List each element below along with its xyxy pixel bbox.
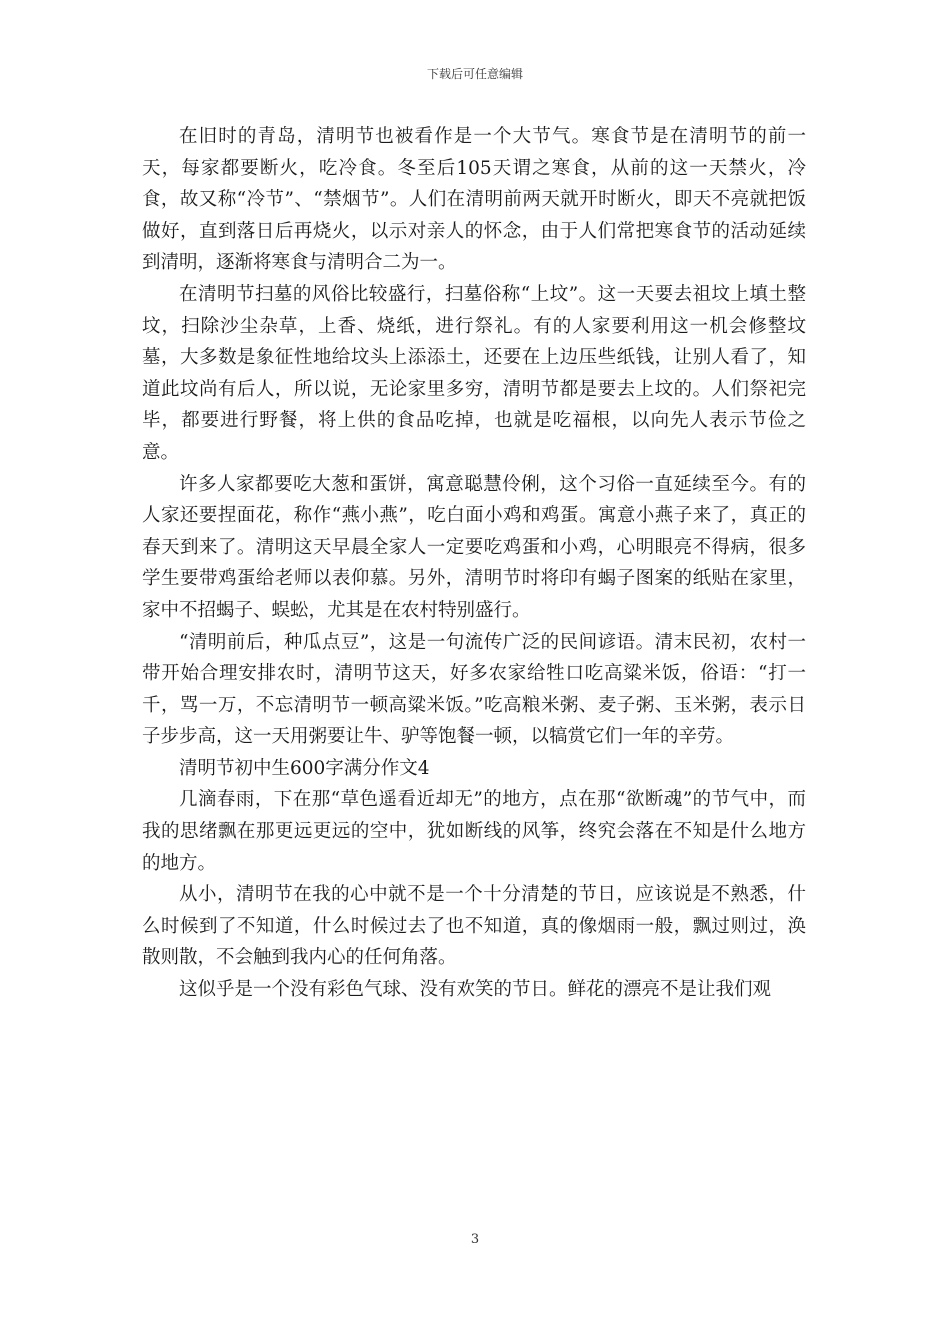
paragraph-tomb-sweeping: 在清明节扫墓的风俗比较盛行，扫墓俗称“上坟”。这一天要去祖坟上填土整坟，扫除沙尘杂草，上香、烧纸，进行祭礼。有的人家要利用这一机会修整坟墓，大多数是象征性地给坟头上添添土，还要在上边压些纸钱，让别人看了，知道此坟尚有后人，所以说，无论家里多穷，清明节都是要去上坟的。人们祭祀完毕，都要进行野餐，将上供的食品吃掉，也就是吃福根，以向先人表示节俭之意。 <box>142 283 806 463</box>
page-number: 3 <box>470 1232 480 1247</box>
paragraph-spring-rain: 几滴春雨，下在那“草色遥看近却无”的地方，点在那“欲断魂”的节气中，而我的思绪飘在那更远更远的空中，犹如断线的风筝，终究会落在不知是什么地方的地方。 <box>142 789 806 874</box>
paragraph-farming-proverb: “清明前后，种瓜点豆”，这是一句流传广泛的民间谚语。清末民初，农村一带开始合理安排农时，清明节这天，好多农家给牲口吃高粱米饭，俗语：“打一千，骂一万，不忘清明节一顿高粱米饭。”吃高粮米粥、麦子粥、玉米粥，表示日子步步高，这一天用粥要让牛、驴等饱餐一顿，以犒赏它们一年的辛劳。 <box>142 631 806 748</box>
section-title: 清明节初中生600字满分作文4 <box>179 757 430 779</box>
paragraph-no-balloons: 这似乎是一个没有彩色气球、没有欢笑的节日。鲜花的漂亮不是让我们观 <box>179 979 772 1001</box>
paragraph-childhood: 从小，清明节在我的心中就不是一个十分清楚的节日，应该说是不熟悉，什么时候到了不知道，什么时候过去了也不知道，真的像烟雨一般，飘过则过，涣散则散，不会触到我内心的任何角落。 <box>142 884 806 969</box>
paragraph-food-customs: 许多人家都要吃大葱和蛋饼，寓意聪慧伶俐，这个习俗一直延续至今。有的人家还要捏面花，称作“燕小燕”，吃白面小鸡和鸡蛋。寓意小燕子来了，真正的春天到来了。清明这天早晨全家人一定要吃鸡蛋和小鸡，心明眼亮不得病，很多学生要带鸡蛋给老师以表仰慕。另外，清明节时将印有蝎子图案的纸贴在家里，家中不招蝎子、蜈蚣，尤其是在农村特别盛行。 <box>142 473 806 621</box>
document-body <box>142 121 806 1006</box>
page-header: 下载后可任意编辑 <box>426 67 523 81</box>
paragraph-qingdao-cold-food: 在旧时的青岛，清明节也被看作是一个大节气。寒食节是在清明节的前一天，每家都要断火，吃冷食。冬至后105天谓之寒食，从前的这一天禁火，冷食，故又称“冷节”、“禁烟节”。人们在清明前两天就开时断火，即天不亮就把饭做好，直到落日后再烧火，以示对亲人的怀念，由于人们常把寒食节的活动延续到清明，逐渐将寒食与清明合二为一。 <box>142 126 806 274</box>
